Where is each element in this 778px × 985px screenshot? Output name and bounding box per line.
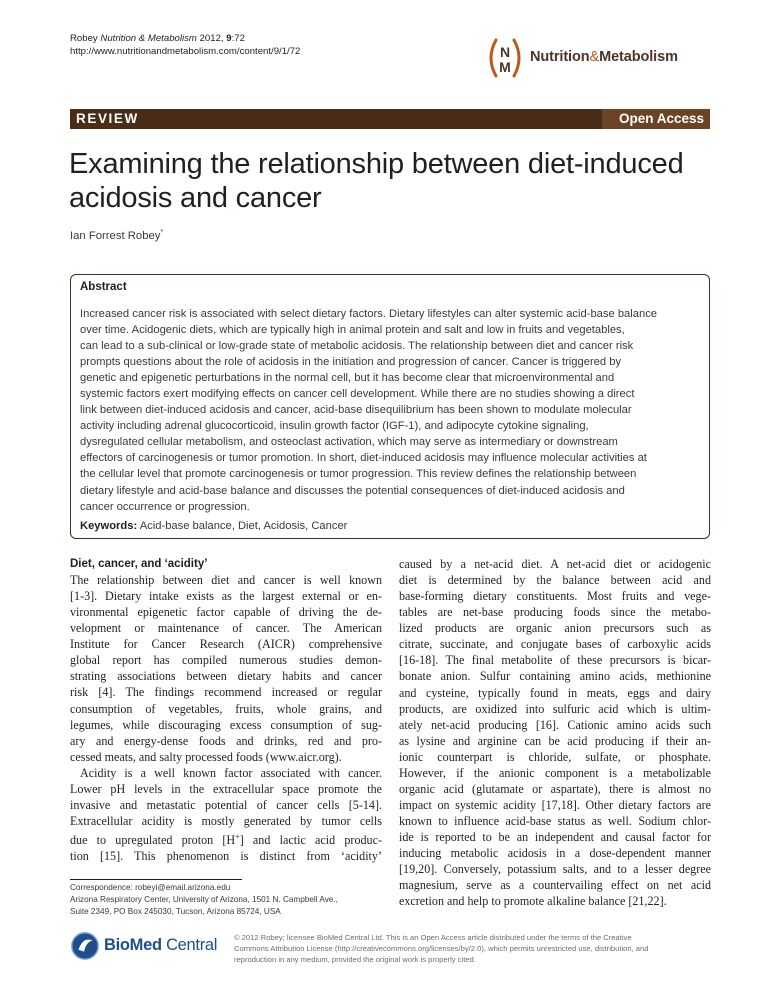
svg-text:M: M <box>499 59 511 75</box>
citation-line <box>70 32 300 45</box>
body-line: [16-18]. The final metabolite of these precursors is bicar- <box>399 653 711 668</box>
abstract-heading: Abstract <box>80 281 127 293</box>
logo-nutrition: Nutrition <box>530 49 590 65</box>
body-line: risk [4]. The findings recommend increased or regular <box>70 685 382 700</box>
body-line: Lower pH levels in the extracellular space promote the <box>70 781 382 796</box>
body-line: consumption of vegetables, fruits, whole grains, and <box>70 701 382 716</box>
abstract-line: cancer occurrence or progression. <box>80 500 250 513</box>
body-line: velopment or maintenance of cancer. The American <box>70 621 382 636</box>
body-line: as lysine and arginine can be acid producing if their an- <box>399 733 711 748</box>
proton-superscript: + <box>235 832 240 841</box>
license-line: reproduction in any medium, provided the original work is properly cited. <box>234 955 476 964</box>
body-line: The relationship between diet and cancer is well known <box>70 573 382 587</box>
license-line: Commons Attribution License (http://creativecommons.org/licenses/by/2.0), which permits unrestricted use, distribution, and <box>234 944 649 953</box>
journal-logo <box>484 36 714 82</box>
abstract-line: Increased cancer risk is associated with select dietary factors. Dietary lifestyles can alter systemic acid-base balance <box>80 308 658 320</box>
body-line: [1-3]. Dietary intake exists as the largest external or en- <box>70 589 382 604</box>
abstract-box <box>70 274 710 539</box>
body-line: ionic counterpart is chloride, sulfate, or phosphate. <box>399 749 711 764</box>
title-line: Examining the relationship between diet-induced <box>69 148 684 180</box>
affiliation-line: Arizona Respiratory Center, University of Arizona, 1501 N. Campbell Ave., <box>70 895 338 904</box>
header-journal: Nutrition & Metabolism <box>100 33 197 44</box>
abstract-line: can lead to a sub-clinical or low-grade state of metabolic acidosis. The relationship between diet and cancer risk <box>80 340 634 353</box>
bmc-logo-text <box>104 936 217 955</box>
keywords-label: Keywords: <box>80 520 138 532</box>
header-year: 2012, <box>199 33 224 44</box>
running-header <box>70 32 300 58</box>
abstract-line: activity including adrenal glucocorticoid, insulin growth factor (IGF-1), and adipocyte cytokine signaling, <box>80 420 589 433</box>
svg-text:N: N <box>499 44 511 60</box>
abstract-text <box>80 306 704 515</box>
abstract-line: genetic and epigenetic perturbations in the normal cell, but it has become clear that microenvironmental and <box>80 372 615 385</box>
body-line: tables are net-base producing foods since the metabo- <box>399 605 711 620</box>
section-heading: Diet, cancer, and ‘acidity’ <box>70 558 208 570</box>
body-line: ary and energy-dense foods and drinks, red and pro- <box>70 733 382 748</box>
abstract-line: over time. Acidogenic diets, which are typically high in animal protein and salt and low in fruits and vegetables, <box>80 324 625 337</box>
body-line: excretion and help to promote alkaline balance [21,22]. <box>399 894 667 909</box>
header-article: :72 <box>231 33 245 44</box>
article-url[interactable]: http://www.nutritionandmetabolism.com/content/9/1/72 <box>70 46 301 57</box>
body-line: organic acid (glutamate or aspartate), there is almost no <box>399 781 711 796</box>
body-line: base-forming dietary constituents. Most fruits and vege- <box>399 589 711 604</box>
abstract-line: dietary lifestyle and acid-base balance and discusses the potential consequences of diet-induced acidosis and <box>80 484 625 497</box>
body-line: vironmental epigenetic factor capable of driving the de- <box>70 605 382 620</box>
bmc-logo-rest: Central <box>161 936 218 954</box>
body-line: caused by a net-acid diet. A net-acid diet or acidogenic <box>399 557 711 571</box>
license-notice <box>234 932 714 965</box>
open-access-label: Open Access <box>618 111 704 126</box>
body-line: legumes, while discouraging excess consumption of sug- <box>70 717 382 732</box>
abstract-line: prompts questions about the role of acidosis in the initiation and progression of cancer. Cancer is triggered by <box>80 356 622 369</box>
header-volume: 9 <box>226 33 232 44</box>
license-line: © 2012 Robey; licensee BioMed Central Ltd. This is an Open Access article distributed under the terms of the Creative <box>234 933 632 942</box>
abstract-line: the cellular level that promote carcinogenesis or tumor progression. This review defines the relationship between <box>80 468 637 481</box>
body-line-proton <box>70 829 382 848</box>
journal-logo-text <box>530 49 678 65</box>
article-title <box>69 147 729 215</box>
biomed-central-logo <box>70 929 230 963</box>
body-line: magnesium, serve as a countervailing effect on net acid <box>399 878 711 893</box>
logo-metabolism: Metabolism <box>599 49 678 65</box>
abstract-line: effectors of carcinogenesis or tumor promotion. In short, diet-induced acidosis may influence molecular activities at <box>80 452 647 465</box>
article-type-banner <box>70 109 710 129</box>
corresponding-mark: * <box>160 229 164 236</box>
article-type-label: REVIEW <box>76 111 139 126</box>
body-column-left <box>70 556 382 864</box>
keywords-list: Acid-base balance, Diet, Acidosis, Cancer <box>139 520 348 532</box>
body-line: invasive and metastatic potential of cancer cells [5-14]. <box>70 797 382 812</box>
body-line: impact on systemic acidity [17,18]. Other dietary factors are <box>399 797 711 812</box>
abstract-line: link between diet-induced acidosis and cancer, acid-base disequilibrium has been shown to modulate molecular <box>80 404 632 417</box>
body-line: global report has compiled numerous studies demon- <box>70 653 382 668</box>
affiliation-line: Suite 2349, PO Box 245030, Tucson, Arizona 85724, USA <box>70 907 281 916</box>
body-line: However, if the anionic component is a metabolizable <box>399 765 711 780</box>
footnote-divider <box>70 879 242 880</box>
keywords <box>80 520 347 532</box>
abstract-line: dysregulated cellular metabolism, and osteoclast activation, which may serve as intermediary or downstream <box>80 436 618 449</box>
body-line: ide is reported to be an independent and causal factor for <box>399 830 711 845</box>
body-line: products, are oxidized into sulfuric acid which is ultim- <box>399 701 711 716</box>
body-line: [19,20]. Conversely, potassium salts, and to a lesser degree <box>399 862 711 877</box>
body-line: known to influence acid-base status as well. Sodium chlor- <box>399 814 711 828</box>
title-line: acidosis and cancer <box>69 182 322 214</box>
abstract-line: systemic factors exert modifying effects on cancer cell development. While there are no studies showing a direct <box>80 388 635 401</box>
body-line: Institute for Cancer Research (AICR) comprehensive <box>70 637 382 652</box>
body-line: inducing metabolic acidosis in a dose-dependent manner <box>399 846 711 861</box>
body-line: bonate anion. Sulfur containing amino acids, methionine <box>399 669 711 684</box>
author-name[interactable]: Ian Forrest Robey <box>70 229 161 242</box>
body-line: citrate, succinate, and conjugate bases of carboxylic acids <box>399 637 711 652</box>
logo-ampersand: & <box>589 49 600 65</box>
author-line <box>70 229 163 242</box>
body-line: lized products are organic anion precursors such as <box>399 621 711 636</box>
body-line: Acidity is a well known factor associated with cancer. <box>80 765 382 780</box>
body-line: ately net-acid producing [16]. Cationic amino acids such <box>399 717 711 732</box>
nm-logo-icon <box>484 36 526 80</box>
body-line: strating associations between dietary habits and cancer <box>70 669 382 684</box>
open-access-badge <box>602 109 710 129</box>
header-author: Robey <box>70 33 98 44</box>
body-line: tion [15]. This phenomenon is distinct from ‘acidity’ <box>70 849 382 864</box>
body-column-right <box>399 556 711 909</box>
correspondence-footnote <box>70 882 390 918</box>
body-line: and cysteine, typically found in meats, eggs and dairy <box>399 685 711 700</box>
body-line: diet is determined by the balance between acid and <box>399 573 711 588</box>
body-line: cessed meats, and salty processed foods (www.aicr.org). <box>70 749 342 764</box>
bmc-logo-bold: BioMed <box>104 936 162 954</box>
bmc-swirl-icon <box>70 931 100 961</box>
correspondence-email[interactable]: Correspondence: robeyi@email.arizona.edu <box>70 883 231 892</box>
body-text-fragment: ] and lactic acid produc- <box>239 833 382 848</box>
body-line: Extracellular acidity is mostly generated by tumor cells <box>70 813 382 828</box>
body-text-fragment: due to upregulated proton [H <box>70 833 236 848</box>
